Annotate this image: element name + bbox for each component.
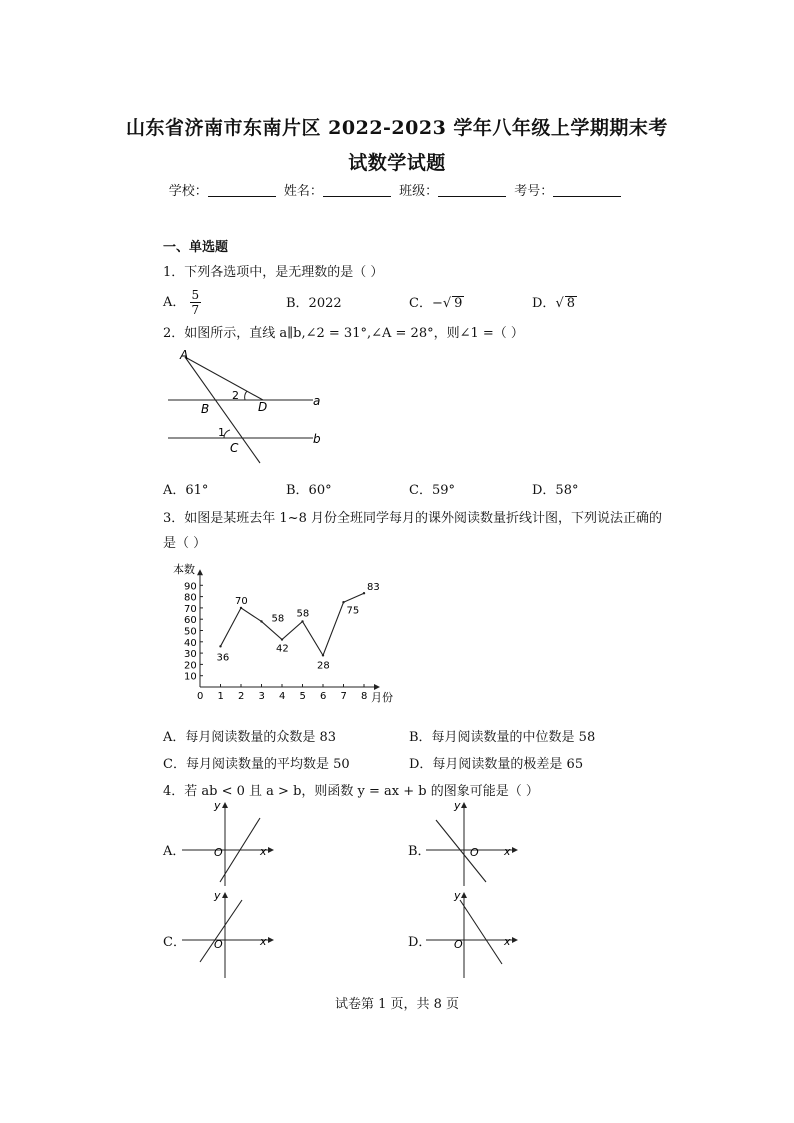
school-label: 学校： [168, 184, 208, 199]
x-tick-label: 8 [361, 691, 368, 702]
data-label: 28 [317, 660, 330, 672]
data-label: 58 [296, 608, 310, 620]
x-axis-arrow-icon [512, 937, 518, 943]
question-3-stem-line-2: 是（ ） [163, 536, 207, 551]
y-label: y [454, 889, 461, 902]
q3-option-b[interactable]: B．每月阅读数量的中位数是 58 [409, 730, 596, 745]
class-label: 班级： [399, 184, 439, 199]
point-b-label: B [201, 402, 210, 416]
y-axis-arrow-icon [222, 802, 228, 808]
name-label: 姓名： [283, 184, 323, 199]
data-label: 75 [346, 605, 360, 617]
x-tick-label: 6 [320, 691, 327, 702]
q2-option-c[interactable]: C．59° [409, 483, 455, 498]
q3-option-a[interactable]: A．每月阅读数量的众数是 83 [163, 730, 337, 745]
angle-1-label: 1 [218, 426, 225, 439]
fraction-denominator: 7 [191, 303, 200, 317]
origin-label: O [470, 846, 479, 859]
y-tick-label: 20 [184, 660, 197, 672]
x-label: x [504, 845, 511, 858]
x-tick-label: 3 [258, 691, 265, 702]
segment-ad [185, 357, 263, 400]
x-tick-label: 1 [217, 691, 224, 702]
q1-option-a[interactable] [163, 288, 201, 317]
point-c-label: C [230, 441, 239, 455]
title-line-2: 试数学试题 [348, 152, 446, 174]
section-heading: 一、单选题 [163, 240, 229, 255]
q3-option-c[interactable]: C．每月阅读数量的平均数是 50 [163, 757, 350, 772]
q4-graph-d [424, 888, 524, 980]
angle-2-label: 2 [232, 389, 239, 402]
x-axis-arrow-icon [374, 684, 380, 690]
origin-label: O [214, 846, 223, 859]
q4-graph-a [180, 800, 280, 888]
y-tick-label: 30 [184, 649, 197, 661]
function-line [460, 900, 502, 964]
data-label: 70 [235, 595, 248, 607]
origin-label: O [214, 938, 223, 951]
name-blank[interactable] [323, 184, 391, 197]
student-info-line [60, 180, 734, 199]
angle-2-arc [245, 391, 247, 400]
q1-option-d-label: D． [532, 296, 556, 311]
q2-option-d[interactable]: D．58° [532, 483, 579, 498]
y-tick-label: 80 [184, 592, 197, 604]
data-point [342, 601, 344, 603]
class-blank[interactable] [438, 184, 506, 197]
point-d-label: D [258, 400, 268, 414]
data-label: 42 [276, 643, 289, 655]
data-label: 83 [367, 582, 380, 594]
q1-option-c-label: C． [409, 296, 432, 311]
x-axis-arrow-icon [268, 847, 274, 853]
radicand: 8 [566, 296, 576, 311]
x-label: x [260, 845, 267, 858]
y-axis-label: 本数 [173, 563, 195, 576]
data-label: 36 [216, 652, 230, 664]
x-label: x [504, 935, 511, 948]
x-tick-label: 0 [197, 691, 204, 702]
data-point [219, 645, 221, 647]
data-point [260, 620, 262, 622]
x-label: x [260, 935, 267, 948]
y-label: y [454, 800, 461, 812]
y-tick-label: 70 [184, 603, 197, 615]
radicand: 9 [454, 296, 463, 311]
x-tick-label: 7 [340, 691, 347, 702]
question-3-stem-line-1: 3．如图是某班去年 1~8 月份全班同学每月的课外阅读数量折线计图，下列说法正确的 [163, 511, 662, 526]
x-axis-label: 月份 [371, 691, 393, 704]
q4-option-a[interactable]: A． [163, 844, 186, 859]
parallel-lines-figure [163, 345, 333, 467]
data-label: 58 [271, 613, 285, 625]
q4-option-d[interactable]: D． [408, 935, 432, 950]
title-line-1: 山东省济南市东南片区 2022-2023 学年八年级上学期期末考 [126, 117, 668, 139]
y-axis-arrow-icon [222, 892, 228, 898]
q1-option-a-label: A． [163, 295, 186, 310]
y-axis-arrow-icon [197, 569, 203, 575]
y-tick-label: 90 [184, 581, 197, 593]
y-tick-label: 60 [184, 615, 197, 627]
data-point [363, 592, 365, 594]
x-axis-arrow-icon [268, 937, 274, 943]
fraction [190, 288, 202, 317]
x-tick-label: 4 [279, 691, 286, 702]
sqrt-icon: √ [555, 296, 564, 311]
question-1-stem: 1．下列各选项中，是无理数的是（ ） [163, 265, 384, 280]
question-4-stem: 4．若 ab < 0 且 a > b，则函数 y = ax + b 的图象可能是（ ） [163, 784, 539, 799]
transversal-ac [185, 357, 260, 463]
q4-graph-b [424, 800, 524, 888]
data-point [281, 638, 283, 640]
school-blank[interactable] [208, 184, 276, 197]
q1-option-c[interactable] [409, 292, 464, 311]
function-line [200, 900, 242, 962]
x-tick-label: 2 [238, 691, 245, 702]
line-b-label: b [313, 432, 321, 446]
y-label: y [214, 889, 221, 902]
q4-option-c[interactable]: C． [163, 935, 186, 950]
y-axis-arrow-icon [461, 802, 467, 808]
q3-option-d[interactable]: D．每月阅读数量的极差是 65 [409, 757, 584, 772]
y-tick-label: 10 [184, 671, 197, 683]
x-tick-label: 5 [299, 691, 306, 702]
x-axis-arrow-icon [512, 847, 518, 853]
y-tick-label: 50 [184, 626, 197, 638]
data-point [322, 654, 324, 656]
q2-option-b[interactable]: B．60° [286, 483, 332, 498]
data-point [301, 620, 303, 622]
point-a-label: A [180, 348, 189, 362]
exam-no-blank[interactable] [553, 184, 621, 197]
question-2-stem: 2．如图所示，直线 a∥b,∠2 = 31°,∠A = 28°，则∠1 =（ ） [163, 326, 524, 341]
y-axis-arrow-icon [461, 892, 467, 898]
line-a-label: a [313, 394, 321, 408]
minus-sign: − [431, 296, 443, 311]
q1-option-b[interactable]: B．2022 [286, 296, 342, 311]
y-tick-label: 40 [184, 637, 197, 649]
data-point [240, 607, 242, 609]
fraction-numerator: 5 [191, 288, 200, 302]
exam-no-label: 考号： [514, 184, 554, 199]
y-label: y [214, 800, 221, 812]
q4-graph-c [180, 888, 280, 980]
origin-label: O [454, 938, 463, 951]
sqrt-icon: √ [442, 296, 452, 311]
q2-option-a[interactable]: A．61° [163, 483, 209, 498]
page-footer: 试卷第 1 页，共 8 页 [334, 997, 460, 1012]
reading-line-chart [163, 560, 403, 705]
q1-option-d[interactable] [532, 292, 577, 311]
q4-option-b[interactable]: B． [408, 844, 431, 859]
